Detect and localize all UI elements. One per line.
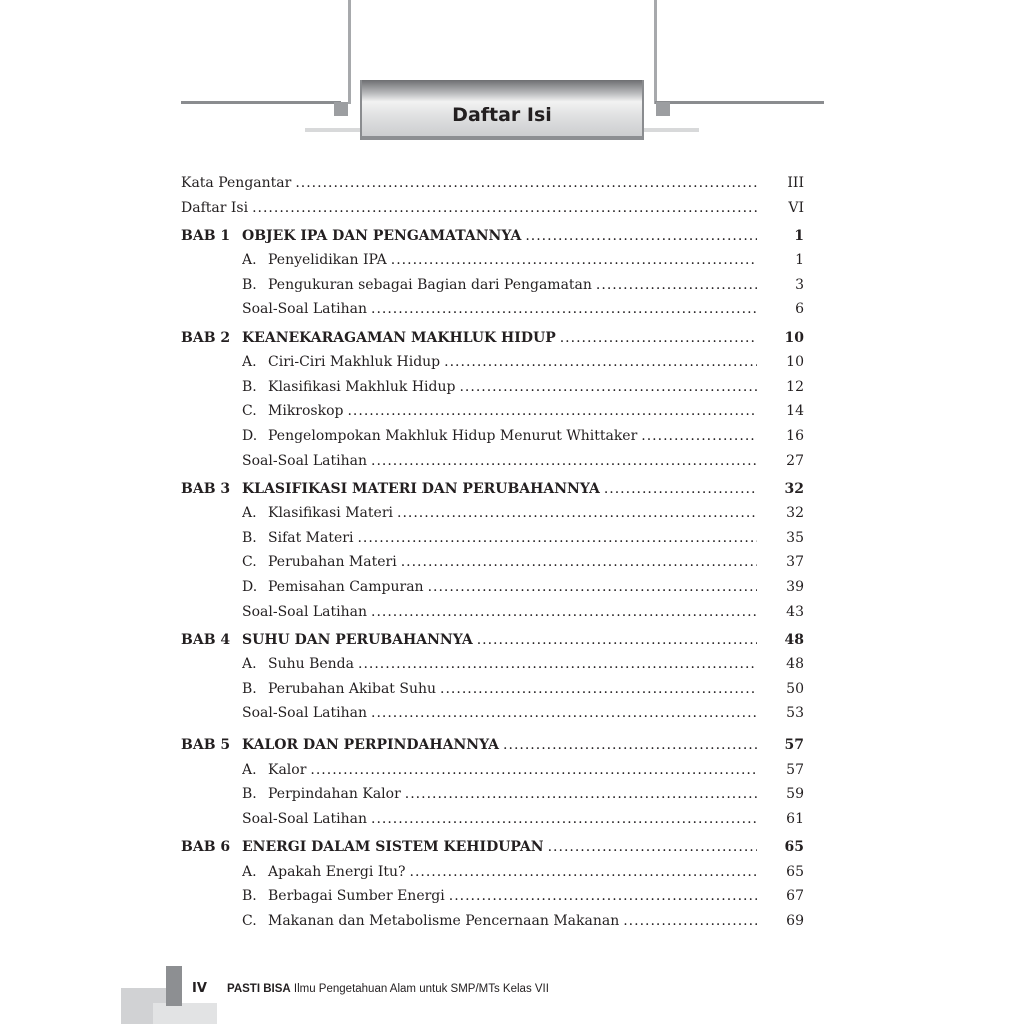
leader-dots [371,600,757,625]
toc-section[interactable] [181,652,804,677]
toc-section[interactable] [181,550,804,575]
section-page: 48 [786,656,804,673]
chapter-title: ENERGI DALAM SISTEM KEHIDUPAN [242,838,544,855]
toc-section[interactable] [181,677,804,702]
chapter-label: BAB 4 [181,631,231,648]
toc-section[interactable] [181,501,804,526]
section-title: Perubahan Materi [268,554,397,571]
leader-dots [604,477,757,502]
section-page: 10 [786,354,804,371]
chapter-page: 65 [784,838,804,855]
toc-chapter-6[interactable] [181,835,804,860]
page-title: Daftar Isi [452,104,552,126]
chapter-title: SUHU DAN PERUBAHANNYA [242,631,473,648]
leader-dots [428,575,757,600]
chapter-title: OBJEK IPA DAN PENGAMATANNYA [242,227,522,244]
section-title: Pemisahan Campuran [268,579,424,595]
toc-entry-page: VI [788,199,804,216]
toc-exercises[interactable] [181,701,804,726]
section-letter: A. [242,761,257,778]
toc-exercises[interactable] [181,807,804,832]
footer-brand: PASTI BISA [227,983,291,995]
section-title: Suhu Benda [268,656,354,673]
leader-dots [295,171,757,196]
toc-section[interactable] [181,782,804,807]
chapter-title: KEANEKARAGAMAN MAKHLUK HIDUP [242,329,556,346]
section-title: Makanan dan Metabolisme Pencernaan Makanan [268,912,620,929]
toc-entry[interactable] [181,196,804,221]
section-title: Pengukuran sebagai Bagian dari Pengamatan [268,276,592,293]
toc-section[interactable] [181,399,804,424]
section-title: Berbagai Sumber Energi [268,888,445,905]
chapter-page: 57 [784,737,804,754]
section-letter: C. [242,403,257,420]
leader-dots [357,526,757,551]
header-rule-left [181,101,341,104]
toc-exercises[interactable] [181,449,804,474]
section-title: Sifat Materi [268,529,354,546]
toc-section[interactable] [181,375,804,400]
chapter-page: 32 [784,480,804,497]
section-page: 35 [786,529,804,546]
footer-suffix: untuk SMP/MTs Kelas VII [419,983,549,995]
section-title: Ciri-Ciri Makhluk Hidup [268,354,441,371]
section-page: 50 [786,680,804,697]
exercises-page: 61 [786,810,804,827]
section-title: Perubahan Akibat Suhu [268,680,437,697]
header-rule-right [655,101,824,104]
toc-chapter-3[interactable] [181,477,804,502]
toc-exercises[interactable] [181,297,804,322]
chapter-label: BAB 1 [181,227,231,244]
section-letter: A. [242,354,257,371]
footer-decor-block [153,1003,217,1024]
toc-chapter-2[interactable] [181,326,804,351]
leader-dots [503,733,757,758]
leader-dots [358,652,757,677]
exercises-page: 43 [786,603,804,620]
leader-dots [444,350,757,375]
section-page: 16 [786,427,804,444]
table-of-contents [181,171,804,933]
toc-section[interactable] [181,424,804,449]
section-letter: C. [242,554,257,571]
leader-dots [397,501,757,526]
exercises-title: Soal-Soal Latihan [242,452,367,469]
leader-dots [371,807,757,832]
exercises-title: Soal-Soal Latihan [242,301,367,318]
chapter-page: 1 [794,227,804,244]
section-page: 59 [786,786,804,803]
chapter-label: BAB 2 [181,329,231,346]
section-page: 69 [786,912,804,929]
section-letter: B. [242,529,257,546]
section-page: 32 [786,505,804,522]
toc-section[interactable] [181,758,804,783]
section-page: 14 [786,403,804,420]
section-title: Mikroskop [268,403,344,420]
exercises-page: 27 [786,452,804,469]
leader-dots [371,449,757,474]
toc-section[interactable] [181,884,804,909]
chapter-title: KALOR DAN PERPINDAHANNYA [242,737,500,754]
leader-dots [459,375,757,400]
leader-dots [252,196,757,221]
section-title: Kalor [268,761,307,778]
toc-section[interactable] [181,575,804,600]
page-number: IV [192,981,207,996]
section-title: Pengelompokan Makhluk Hidup Menurut Whittaker [268,427,638,444]
section-letter: C. [242,912,257,929]
section-letter: A. [242,656,257,673]
leader-dots [401,550,757,575]
section-letter: A. [242,505,257,522]
exercises-page: 6 [795,301,804,318]
toc-chapter-1[interactable] [181,224,804,249]
section-page: 57 [786,761,804,778]
section-title: Perpindahan Kalor [268,786,401,803]
toc-section[interactable] [181,526,804,551]
leader-dots [641,424,757,449]
section-page: 1 [795,252,804,269]
leader-dots [596,273,757,298]
section-letter: B. [242,680,257,697]
section-letter: B. [242,378,257,395]
toc-entry-page: III [787,175,804,191]
leader-dots [410,860,758,885]
toc-entry[interactable] [181,171,804,196]
banner-square-left [334,102,348,116]
running-footer [227,983,549,995]
banner-hanger-left [348,0,351,104]
leader-dots [525,224,757,249]
toc-section[interactable] [181,248,804,273]
chapter-title: KLASIFIKASI MATERI DAN PERUBAHANNYA [242,480,600,497]
banner-square-right [656,102,670,116]
leader-dots [347,399,757,424]
leader-dots [310,758,757,783]
section-title: Apakah Energi Itu? [268,863,406,880]
leader-dots [371,297,757,322]
section-letter: B. [242,276,257,293]
leader-dots [548,835,757,860]
chapter-label: BAB 5 [181,737,231,754]
toc-section[interactable] [181,860,804,885]
exercises-page: 53 [786,705,804,722]
toc-chapter-5[interactable] [181,733,804,758]
leader-dots [623,909,757,934]
leader-dots [449,884,757,909]
section-title: Klasifikasi Materi [268,505,393,522]
chapter-label: BAB 3 [181,480,231,497]
leader-dots [405,782,757,807]
exercises-title: Soal-Soal Latihan [242,810,367,827]
section-page: 12 [786,378,804,395]
section-page: 39 [786,579,804,595]
leader-dots [477,628,757,653]
banner-hanger-right [654,0,657,104]
toc-section[interactable] [181,909,804,934]
exercises-title: Soal-Soal Latihan [242,603,367,620]
section-letter: A. [242,863,257,880]
section-letter: A. [242,252,257,269]
section-page: 37 [786,554,804,571]
section-title: Klasifikasi Makhluk Hidup [268,378,456,395]
section-page: 3 [795,276,804,293]
section-page: 65 [786,863,804,880]
toc-section[interactable] [181,350,804,375]
chapter-page: 10 [784,329,804,346]
section-title: Penyelidikan IPA [268,252,387,269]
section-page: 67 [786,888,804,905]
footer-subject: Ilmu Pengetahuan Alam [293,983,416,995]
exercises-title: Soal-Soal Latihan [242,705,367,722]
leader-dots [391,248,757,273]
toc-exercises[interactable] [181,600,804,625]
section-letter: B. [242,786,257,803]
toc-section[interactable] [181,273,804,298]
section-letter: D. [242,427,258,444]
toc-entry-title: Daftar Isi [181,199,249,216]
leader-dots [440,677,757,702]
toc-entry-title: Kata Pengantar [181,175,292,191]
title-banner [360,80,644,140]
footer-page-bar [166,966,182,1006]
leader-dots [371,701,757,726]
section-letter: D. [242,579,258,595]
chapter-page: 48 [784,631,804,648]
chapter-label: BAB 6 [181,838,231,855]
toc-chapter-4[interactable] [181,628,804,653]
leader-dots [560,326,757,351]
section-letter: B. [242,888,257,905]
